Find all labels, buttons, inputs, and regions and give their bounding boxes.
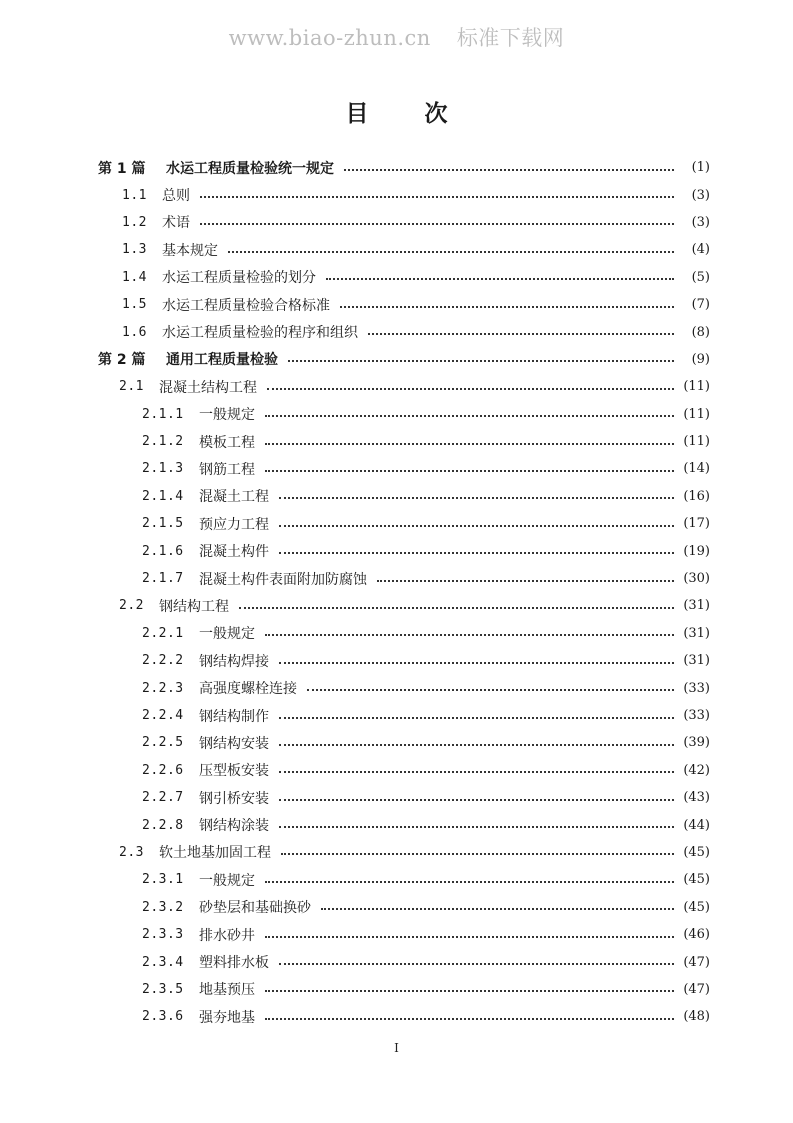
toc-entry[interactable] — [98, 373, 710, 400]
toc-entry-title: 钢结构制作 — [199, 708, 269, 725]
toc-dot-leader — [279, 717, 674, 719]
toc-entry-title: 钢结构焊接 — [199, 653, 269, 670]
toc-entry-title: 钢结构工程 — [159, 598, 229, 615]
toc-entry-page: (4) — [691, 242, 710, 258]
toc-entry-page: (44) — [683, 817, 710, 833]
toc-entry-number: 第 2 篇 — [98, 352, 146, 369]
toc-entry-page: (43) — [683, 790, 710, 806]
toc-entry-page: (45) — [683, 844, 710, 860]
toc-dot-leader — [344, 169, 674, 171]
toc-entry-title: 砂垫层和基础换砂 — [199, 900, 311, 917]
toc-entry[interactable] — [98, 181, 710, 208]
toc-entry-number: 2.3.1 — [142, 872, 184, 888]
toc-dot-leader — [368, 333, 674, 335]
toc-dot-leader — [265, 470, 674, 472]
toc-entry-title: 钢引桥安装 — [199, 790, 269, 807]
toc-entry-title: 总则 — [162, 188, 190, 205]
toc-entry-page: (19) — [683, 543, 710, 559]
toc-dot-leader — [200, 196, 674, 198]
toc-entry-page: (14) — [683, 461, 710, 477]
toc-entry[interactable] — [98, 483, 710, 510]
toc-entry-title: 一般规定 — [199, 872, 255, 889]
toc-entry-number: 1.6 — [122, 324, 147, 340]
toc-entry-title: 强夯地基 — [199, 1009, 255, 1026]
toc-entry-number: 2.1.5 — [142, 516, 184, 532]
toc-dot-leader — [340, 306, 674, 308]
toc-entry[interactable] — [98, 236, 710, 263]
toc-entry-number: 2.3.4 — [142, 954, 184, 970]
toc-entry[interactable] — [98, 811, 710, 838]
toc-entry-number: 1.3 — [122, 242, 147, 258]
toc-dot-leader — [265, 443, 674, 445]
toc-entry[interactable] — [98, 976, 710, 1003]
toc-entry-page: (9) — [691, 351, 710, 367]
toc-entry-number: 2.1.1 — [142, 406, 184, 422]
toc-entry-title: 术语 — [162, 215, 190, 232]
toc-entry-number: 2.2.4 — [142, 708, 184, 723]
toc-entry-page: (8) — [691, 324, 710, 340]
toc-entry-number: 2.2.7 — [142, 790, 184, 806]
toc-entry-number: 1.5 — [122, 297, 147, 313]
page-title — [0, 95, 793, 128]
toc-entry[interactable] — [98, 729, 710, 756]
toc-entry-page: (5) — [691, 269, 710, 285]
toc-entry-title: 地基预压 — [199, 982, 255, 999]
toc-entry-number: 1.2 — [122, 214, 147, 230]
toc-entry-page: (42) — [683, 762, 710, 778]
toc-entry-number: 2.2.5 — [142, 735, 184, 751]
toc-entry-title: 钢结构安装 — [199, 735, 269, 752]
toc-entry-page: (1) — [691, 160, 710, 176]
toc-entry-number: 2.3.2 — [142, 899, 184, 915]
toc-dot-leader — [265, 1018, 674, 1020]
toc-entry-page: (46) — [683, 927, 710, 943]
toc-entry-title: 预应力工程 — [199, 516, 269, 533]
toc-entry-title: 水运工程质量检验的划分 — [162, 270, 316, 287]
toc-entry-title: 混凝土构件表面附加防腐蚀 — [199, 571, 367, 588]
toc-entry-page: (11) — [683, 434, 710, 450]
toc-dot-leader — [279, 662, 674, 664]
toc-entry[interactable] — [98, 592, 710, 619]
toc-dot-leader — [326, 278, 674, 280]
toc-entry-page: (33) — [683, 708, 710, 723]
watermark — [0, 22, 793, 52]
watermark-name: 标准下载网 — [456, 26, 565, 50]
toc-entry-number: 1.1 — [122, 187, 147, 203]
toc-entry[interactable] — [98, 318, 710, 345]
toc-dot-leader — [279, 744, 674, 746]
toc-entry-number: 2.2.2 — [142, 653, 184, 669]
toc-entry-title: 钢筋工程 — [199, 461, 255, 478]
toc-entry-page: (45) — [683, 899, 710, 915]
toc-entry[interactable] — [98, 565, 710, 592]
toc-dot-leader — [239, 607, 674, 609]
toc-dot-leader — [265, 634, 674, 636]
toc-dot-leader — [265, 881, 674, 883]
toc-entry-page: (7) — [691, 297, 710, 313]
toc-entry-number: 2.1.4 — [142, 488, 184, 504]
toc-entry-number: 2.1.6 — [142, 543, 184, 559]
toc-entry[interactable] — [98, 264, 710, 291]
toc-dot-leader — [279, 799, 674, 801]
toc-entry-title: 一般规定 — [199, 626, 255, 643]
toc-entry[interactable] — [98, 455, 710, 482]
toc-entry-number: 1.4 — [122, 269, 147, 285]
toc-entry-number: 2.2.8 — [142, 817, 184, 833]
toc-entry-number: 2.1.3 — [142, 461, 184, 477]
toc-entry-number: 2.2.1 — [142, 625, 184, 641]
toc-entry[interactable] — [98, 291, 710, 318]
toc-entry-page: (30) — [683, 571, 710, 587]
toc-entry-title: 钢结构涂装 — [199, 818, 269, 835]
toc-entry-page: (11) — [683, 406, 710, 422]
toc-entry-title: 通用工程质量检验 — [166, 352, 278, 369]
toc-entry[interactable] — [98, 757, 710, 784]
toc-entry-page: (17) — [683, 516, 710, 532]
toc-entry-page: (48) — [683, 1009, 710, 1025]
toc-dot-leader — [279, 525, 674, 527]
toc-entry[interactable] — [98, 154, 710, 181]
toc-entry[interactable] — [98, 1003, 710, 1030]
toc-entry[interactable] — [98, 647, 710, 674]
toc-dot-leader — [267, 388, 674, 390]
toc-entry-number: 2.2 — [119, 598, 144, 614]
toc-entry-title: 混凝土构件 — [199, 544, 269, 561]
toc-entry-title: 塑料排水板 — [199, 955, 269, 972]
toc-entry-page: (3) — [691, 187, 710, 203]
toc-entry-page: (45) — [683, 872, 710, 888]
toc-dot-leader — [279, 552, 674, 554]
toc-entry-page: (33) — [683, 680, 710, 696]
toc-dot-leader — [200, 223, 674, 225]
toc-dot-leader — [279, 497, 674, 499]
toc-entry-title: 高强度螺栓连接 — [199, 681, 297, 698]
toc-entry-title: 水运工程质量检验统一规定 — [166, 160, 334, 177]
toc-entry-page: (47) — [683, 981, 710, 997]
toc-entry[interactable] — [98, 894, 710, 921]
toc-dot-leader — [265, 990, 674, 992]
toc-entry[interactable] — [98, 401, 710, 428]
toc-entry-title: 一般规定 — [199, 407, 255, 424]
page-title-part2: 次 — [424, 101, 448, 127]
toc-entry[interactable] — [98, 209, 710, 236]
watermark-site: www.biao-zhun.cn — [228, 26, 431, 50]
toc-entry[interactable] — [98, 784, 710, 811]
toc-entry[interactable] — [98, 866, 710, 893]
toc-entry-page: (31) — [683, 625, 710, 641]
table-of-contents — [98, 154, 710, 1031]
toc-dot-leader — [265, 415, 674, 417]
toc-entry-number: 2.2.6 — [142, 762, 184, 778]
toc-dot-leader — [281, 853, 674, 855]
toc-dot-leader — [279, 963, 674, 965]
toc-entry-title: 混凝土工程 — [199, 489, 269, 506]
toc-entry-title: 混凝土结构工程 — [159, 379, 257, 396]
toc-entry-page: (3) — [691, 214, 710, 230]
page-number: I — [394, 1041, 399, 1055]
toc-dot-leader — [377, 580, 674, 582]
toc-entry-title: 水运工程质量检验合格标准 — [162, 297, 330, 314]
toc-entry-title: 基本规定 — [162, 242, 218, 259]
toc-entry[interactable] — [98, 921, 710, 948]
toc-entry-number: 第 1 篇 — [98, 160, 146, 177]
toc-entry-number: 2.3.5 — [142, 981, 184, 997]
toc-entry-number: 2.3.3 — [142, 927, 184, 943]
toc-entry-title: 模板工程 — [199, 434, 255, 451]
toc-dot-leader — [321, 908, 674, 910]
toc-entry-page: (31) — [683, 598, 710, 614]
toc-entry-page: (11) — [683, 379, 710, 395]
toc-dot-leader — [228, 251, 674, 253]
toc-entry-title: 压型板安装 — [199, 763, 269, 780]
toc-entry-number: 2.3.6 — [142, 1009, 184, 1025]
toc-entry-title: 软土地基加固工程 — [159, 845, 271, 862]
toc-dot-leader — [288, 360, 674, 362]
toc-entry-number: 2.1.2 — [142, 434, 184, 450]
toc-entry[interactable] — [98, 702, 710, 729]
toc-entry[interactable] — [98, 620, 710, 647]
toc-entry-page: (47) — [683, 954, 710, 970]
toc-entry-number: 2.1 — [119, 379, 144, 395]
toc-dot-leader — [279, 826, 674, 828]
toc-entry[interactable] — [98, 346, 710, 373]
toc-dot-leader — [307, 689, 674, 691]
page-title-part1: 目 — [345, 101, 369, 127]
toc-entry[interactable] — [98, 948, 710, 975]
toc-entry-number: 2.2.3 — [142, 680, 184, 696]
toc-dot-leader — [279, 771, 674, 773]
toc-entry-title: 排水砂井 — [199, 927, 255, 944]
toc-entry[interactable] — [98, 428, 710, 455]
toc-entry-page: (39) — [683, 735, 710, 751]
toc-entry[interactable] — [98, 839, 710, 866]
toc-entry-number: 2.3 — [119, 844, 144, 860]
toc-entry[interactable] — [98, 674, 710, 701]
toc-entry-title: 水运工程质量检验的程序和组织 — [162, 325, 358, 342]
toc-entry[interactable] — [98, 537, 710, 564]
toc-dot-leader — [265, 936, 674, 938]
toc-entry-number: 2.1.7 — [142, 571, 184, 587]
toc-entry[interactable] — [98, 510, 710, 537]
toc-entry-page: (31) — [683, 653, 710, 669]
toc-entry-page: (16) — [683, 488, 710, 504]
